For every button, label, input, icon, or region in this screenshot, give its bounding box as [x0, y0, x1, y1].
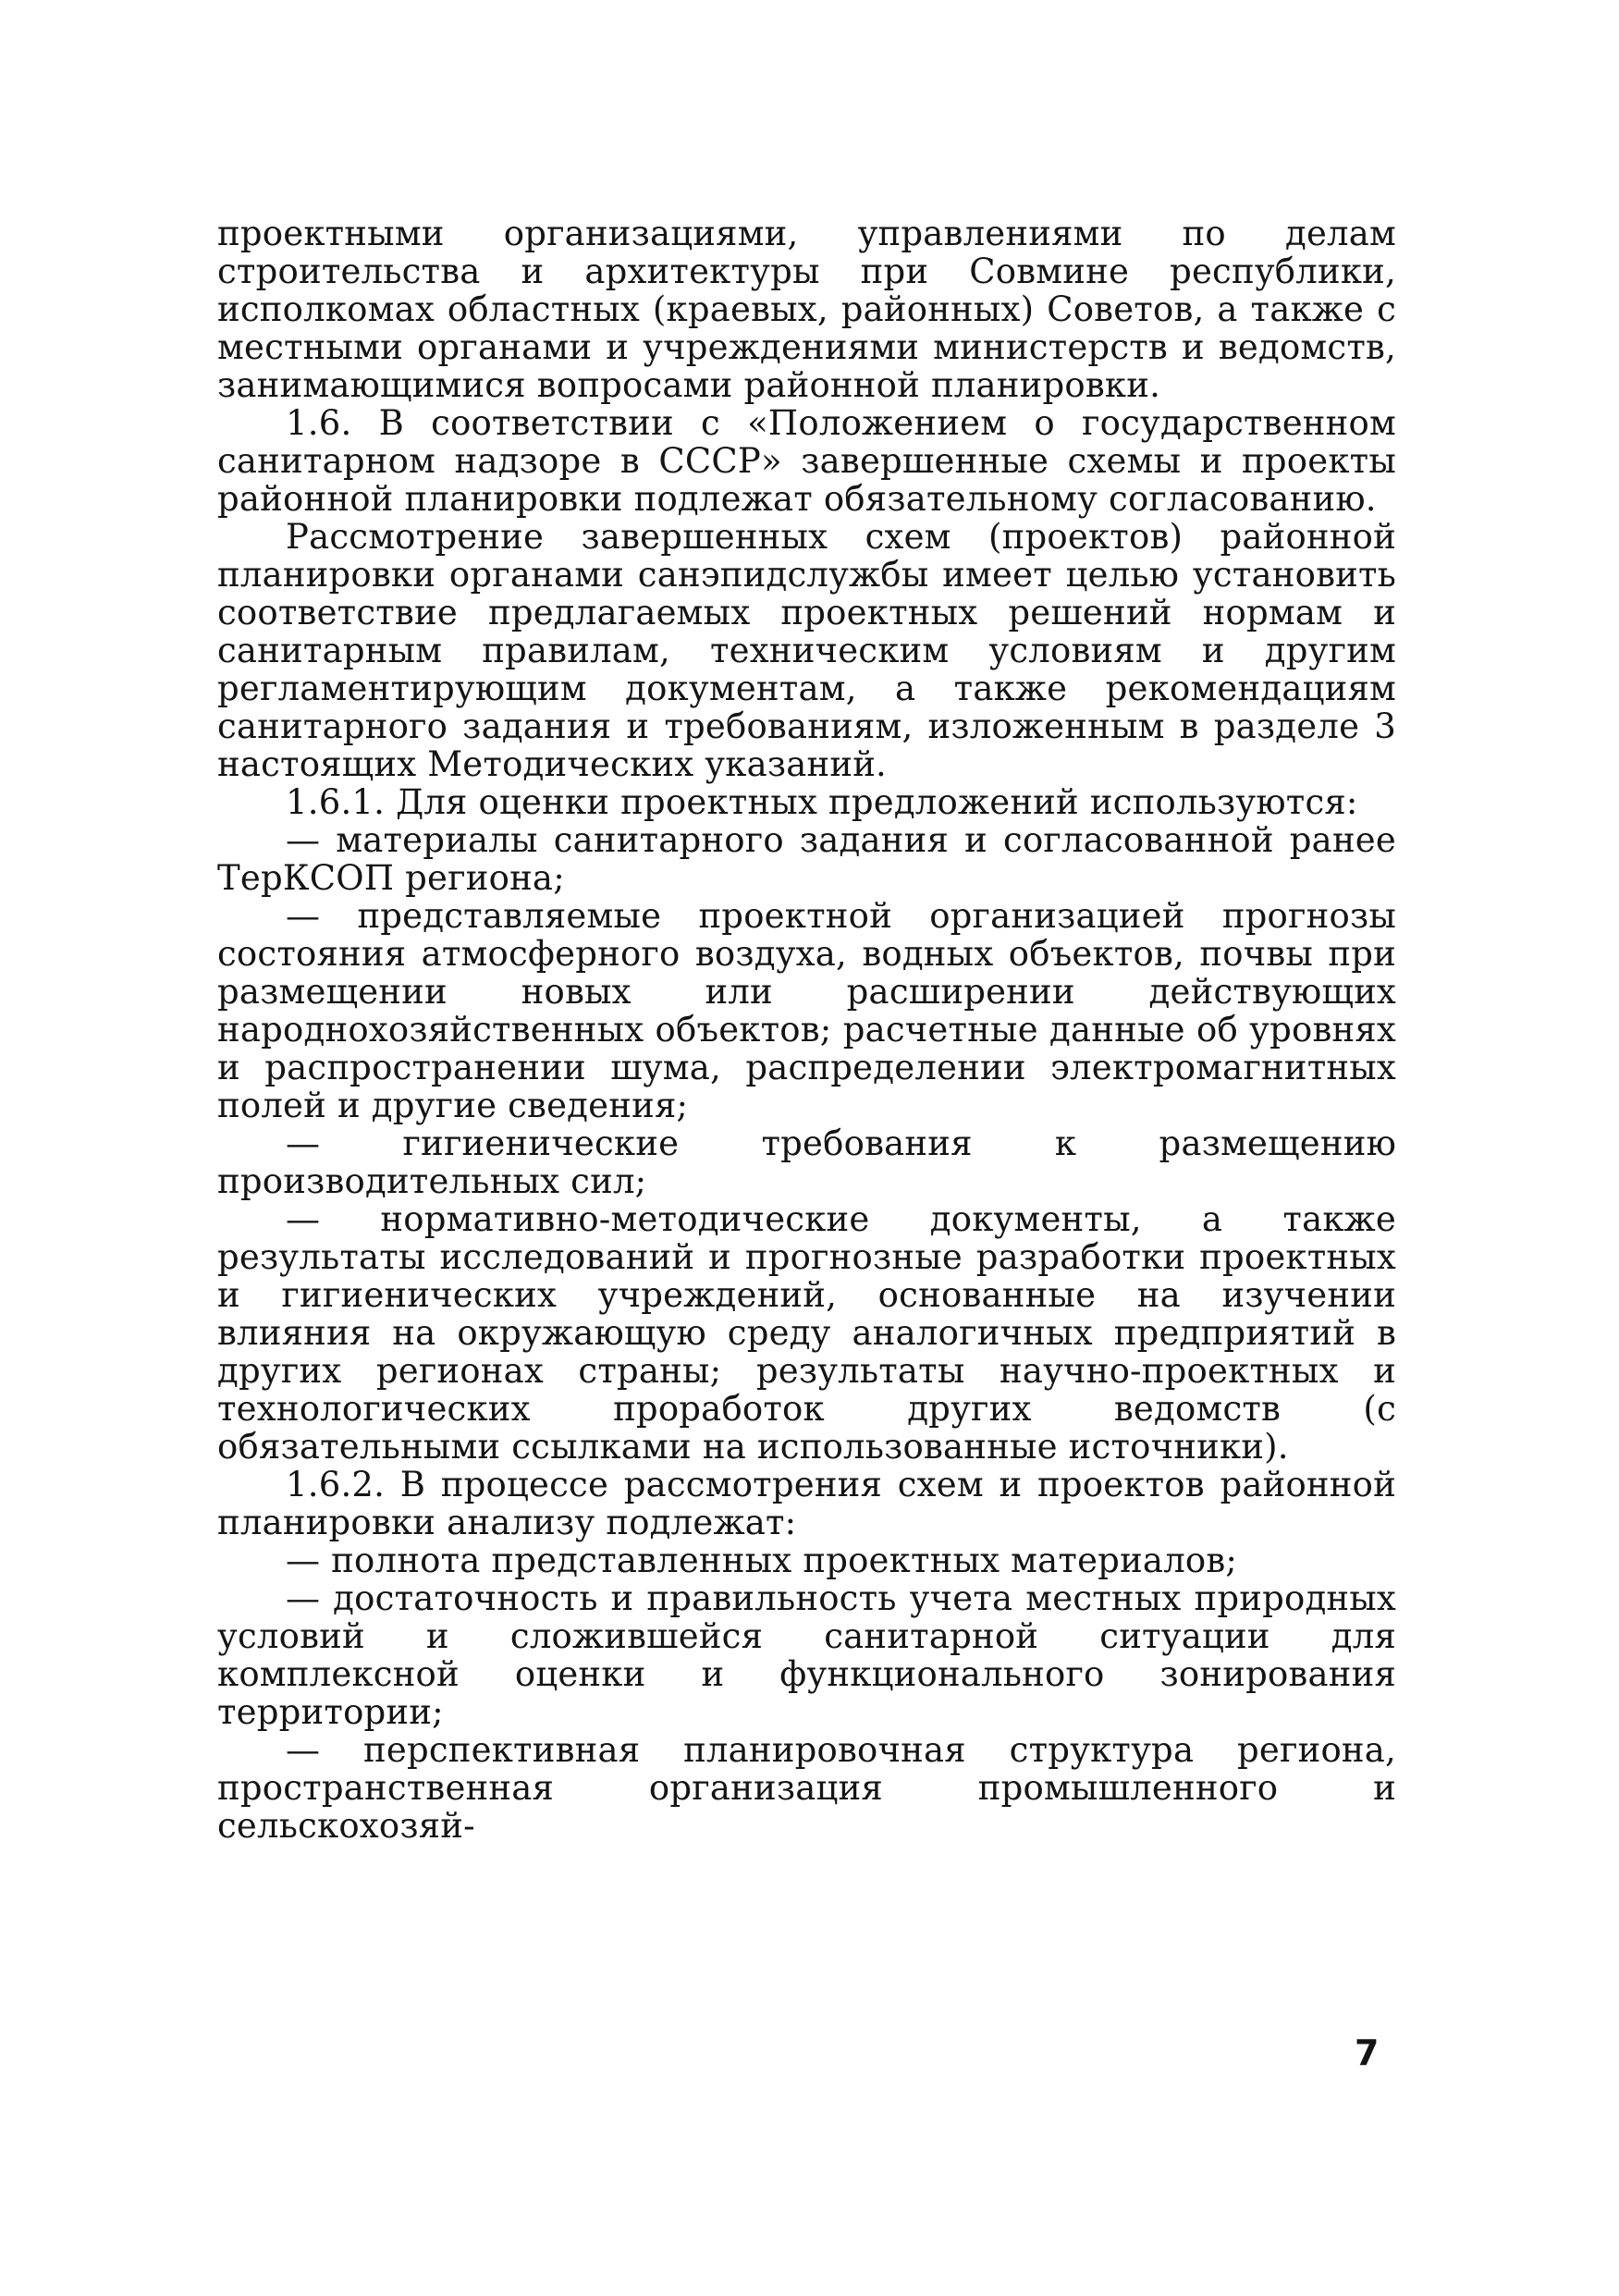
paragraph-section-1-6-1: 1.6.1. Для оценки проектных предложений используются:: [286, 782, 1358, 822]
paragraph-section-1-6-2: 1.6.2. В процессе рассмотрения схем и проектов районной планировки анализу подлежат:: [217, 1465, 1396, 1542]
paragraph-review-purpose: Рассмотрение завершенных схем (проектов) районной планировки органами санэпидслужбы имеет целью установить соответствие предлагаемых проектных решений нормам и санитарным правилам, техническим условиям и другим регламентирующим документам, а также рекомендациям санитарного задания и требованиям, изложенным в разделе 3 настоящих Методических указаний.: [217, 517, 1396, 784]
paragraph-section-1-6: 1.6. В соответствии с «Положением о государственном санитарном надзоре в СССР» завершенные схемы и проекты районной планировки подлежат обязательному согласованию.: [217, 403, 1396, 519]
list-item-sanitary-materials: — материалы санитарного задания и согласованной ранее ТерКСОП региона;: [217, 820, 1396, 898]
list-item-completeness: — полнота представленных проектных материалов;: [286, 1541, 1238, 1580]
paragraph-continuation: проектными организациями, управлениями по делам строительства и архитектуры при Совмине республики, исполкомах областных (краевых, районных) Советов, а также с местными органами и учреждениями министерств и ведомств, занимающимися вопросами районной планировки.: [217, 214, 1396, 405]
list-item-hygienic-requirements: — гигиенические требования к размещению производительных сил;: [217, 1123, 1396, 1201]
body-text: [217, 215, 1396, 1845]
list-item-natural-conditions: — достаточность и правильность учета местных природных условий и сложившейся санитарной ситуации для комплексной оценки и функционального зонирования территории;: [217, 1578, 1396, 1732]
page-number: 7: [1355, 2032, 1380, 2073]
list-item-planning-structure: — перспективная планировочная структура региона, пространственная организация промышленного и сельскохозяй-: [217, 1730, 1396, 1846]
list-item-normative-documents: — нормативно-методические документы, а также результаты исследований и прогнозные разработки проектных и гигиенических учреждений, основанные на изучении влияния на окружающую среду аналогичных предприятий в других регионах страны; результаты научно-проектных и технологических проработок других ведомств (с обязательными ссылками на использованные источники).: [217, 1199, 1396, 1467]
list-item-forecasts: — представляемые проектной организацией прогнозы состояния атмосферного воздуха, водных объектов, почвы при размещении новых или расширении действующих народнохозяйственных объектов; расчетные данные об уровнях и распространении шума, распределении электромагнитных полей и другие сведения;: [217, 896, 1396, 1125]
